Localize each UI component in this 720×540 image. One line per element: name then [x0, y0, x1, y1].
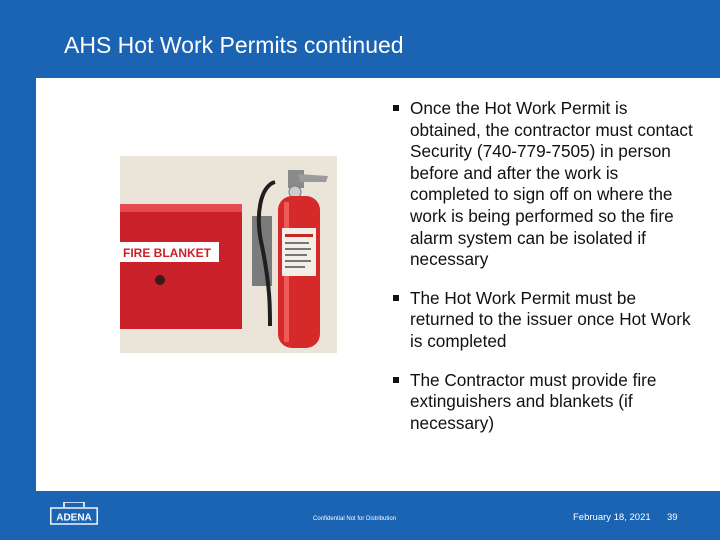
slide-date: February 18, 2021 [573, 512, 651, 523]
bullet-item [393, 370, 693, 435]
page-number: 39 [667, 512, 678, 523]
confidentiality-note: Confidential Not for Distribution [313, 516, 397, 522]
fire-blanket-cabinet [120, 204, 242, 329]
square-bullet-icon [393, 377, 399, 383]
bullet-text: The Hot Work Permit must be returned to the issuer once Hot Work is completed [410, 287, 691, 351]
fire-equipment-photo [120, 156, 337, 353]
adena-logo [50, 502, 98, 526]
bullet-item [393, 98, 693, 271]
bullet-list [393, 98, 693, 451]
fire-equipment-illustration [120, 156, 337, 353]
svg-text:ADENA: ADENA [56, 512, 92, 524]
slide-title: AHS Hot Work Permits continued [64, 32, 404, 58]
cabinet-knob [155, 275, 165, 285]
bullet-item [393, 288, 693, 353]
bullet-text: Once the Hot Work Permit is obtained, the contractor must contact Security (740-779-7505) in person before and after the work is completed to sign off on where the work is being performed so the fire alarm system can be isolated if necessary [410, 98, 693, 270]
left-edge-band [0, 78, 36, 491]
square-bullet-icon [393, 105, 399, 111]
bullet-text: The Contractor must provide fire extinguishers and blankets (if necessary) [410, 369, 657, 433]
cabinet-label-text: FIRE BLANKET [123, 246, 211, 260]
square-bullet-icon [393, 295, 399, 301]
